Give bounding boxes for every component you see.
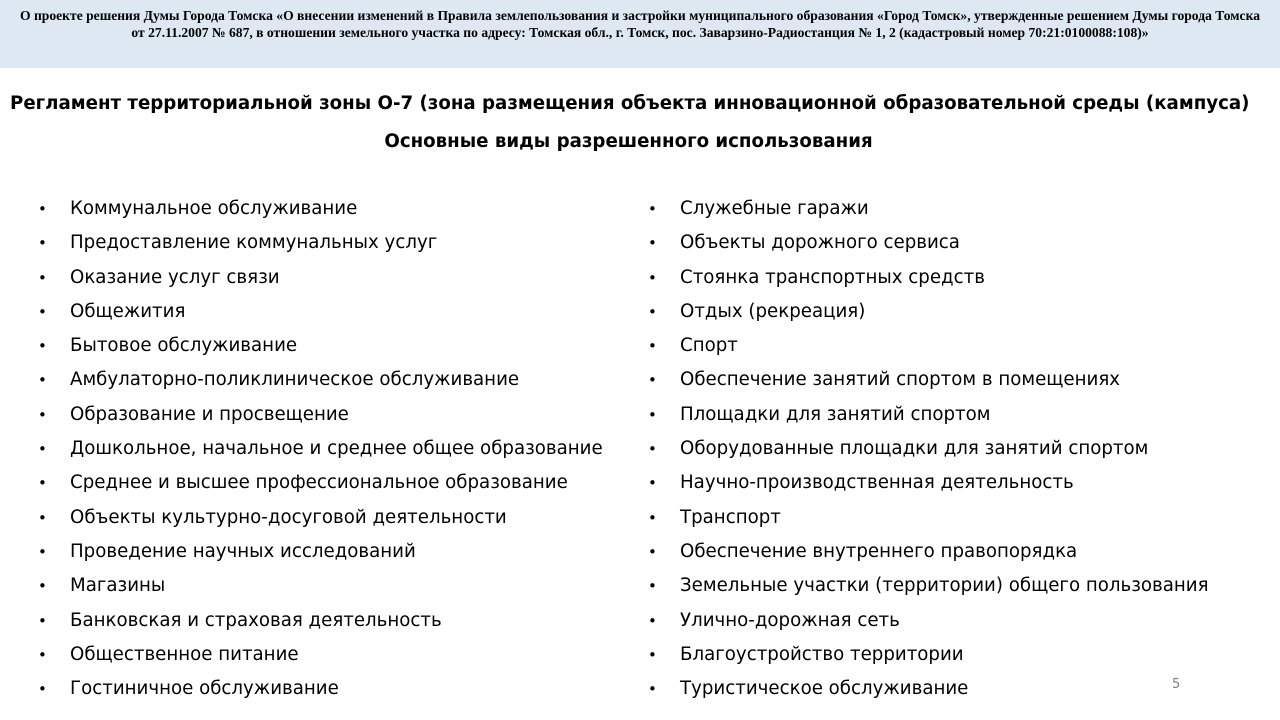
list-item-label: Банковская и страховая деятельность xyxy=(70,609,442,631)
header-text: О проекте решения Думы Города Томска «О внесении изменений в Правила землепользования и застройки муниципального образования «Город Томск», утвержденные решением Думы города Томска от 27.11.2007 № 687, в отношении земельного участка по адресу: Томская обл., г. Томск, пос. Заварзино-Радиостанция № 1, 2 (кадастровый номер 70:21:0100088:108)» xyxy=(19,8,1260,40)
bullet-icon: • xyxy=(648,200,657,218)
bullet-icon: • xyxy=(648,371,657,390)
list-item xyxy=(646,261,1266,295)
zone-title: Регламент территориальной зоны О-7 (зона размещения объекта инновационной образовательной среды (кампуса) xyxy=(10,93,1250,114)
list-item-label: Предоставление коммунальных услуг xyxy=(70,232,438,254)
bullet-icon: • xyxy=(38,234,47,253)
bullet-icon: • xyxy=(648,474,657,493)
bullet-icon: • xyxy=(648,234,657,253)
bullet-icon: • xyxy=(38,337,47,356)
list-item xyxy=(646,535,1266,569)
list-item xyxy=(36,604,646,638)
bullet-icon: • xyxy=(38,474,47,493)
list-item xyxy=(646,329,1266,363)
bullet-icon: • xyxy=(648,337,657,356)
list-item xyxy=(36,192,646,226)
section-title: Основные виды разрешенного использования xyxy=(384,131,873,152)
list-item xyxy=(646,398,1266,432)
list-item xyxy=(36,432,646,466)
right-usage-list xyxy=(646,192,1266,706)
bullet-icon: • xyxy=(38,405,47,424)
list-item xyxy=(36,535,646,569)
list-item-label: Амбулаторно-поликлиническое обслуживание xyxy=(70,369,520,391)
list-item-label: Объекты культурно-досуговой деятельности xyxy=(70,506,507,528)
bullet-icon: • xyxy=(38,371,47,390)
list-item-label: Площадки для занятий спортом xyxy=(680,403,991,425)
bullet-icon: • xyxy=(38,440,47,459)
list-item-label: Обеспечение внутреннего правопорядка xyxy=(680,540,1078,562)
list-item-label: Среднее и высшее профессиональное образование xyxy=(70,472,568,494)
list-item xyxy=(36,226,646,260)
list-item xyxy=(36,672,646,706)
list-item-label: Служебные гаражи xyxy=(680,198,869,219)
list-item xyxy=(646,226,1266,260)
left-usage-list xyxy=(36,192,646,706)
list-item-label: Образование и просвещение xyxy=(70,403,349,425)
document-header xyxy=(0,0,1280,68)
bullet-icon: • xyxy=(648,405,657,424)
bullet-icon: • xyxy=(648,302,657,321)
bullet-icon: • xyxy=(38,645,47,664)
list-item-label: Оказание услуг связи xyxy=(70,266,280,288)
list-item xyxy=(646,432,1266,466)
bullet-icon: • xyxy=(38,577,47,596)
bullet-icon: • xyxy=(648,268,657,287)
list-item-label: Объекты дорожного сервиса xyxy=(680,232,960,254)
list-item-label: Отдых (рекреация) xyxy=(680,300,866,322)
list-item-label: Земельные участки (территории) общего пользования xyxy=(680,575,1209,597)
list-item xyxy=(36,363,646,397)
list-item xyxy=(646,466,1266,500)
bullet-icon: • xyxy=(648,680,657,699)
list-item xyxy=(646,295,1266,329)
bullet-icon: • xyxy=(38,680,47,699)
list-item-label: Магазины xyxy=(70,575,166,597)
list-item xyxy=(646,363,1266,397)
bullet-icon: • xyxy=(648,611,657,630)
list-item-label: Проведение научных исследований xyxy=(70,540,416,562)
list-item xyxy=(36,638,646,672)
bullet-icon: • xyxy=(648,542,657,561)
list-item-label: Обеспечение занятий спортом в помещениях xyxy=(680,369,1121,391)
list-item-label: Транспорт xyxy=(680,506,781,528)
list-item-label: Благоустройство территории xyxy=(680,643,964,665)
list-item xyxy=(36,466,646,500)
bullet-icon: • xyxy=(38,200,47,218)
bullet-icon: • xyxy=(648,508,657,527)
bullet-icon: • xyxy=(648,440,657,459)
bullet-icon: • xyxy=(38,302,47,321)
list-item-label: Оборудованные площадки для занятий спортом xyxy=(680,438,1149,460)
list-item-label: Улично-дорожная сеть xyxy=(680,609,900,631)
list-item-label: Гостиничное обслуживание xyxy=(70,678,339,700)
bullet-icon: • xyxy=(648,577,657,596)
list-item xyxy=(646,501,1266,535)
list-item-label: Коммунальное обслуживание xyxy=(70,198,358,219)
list-item xyxy=(646,604,1266,638)
list-item-label: Научно-производственная деятельность xyxy=(680,472,1074,494)
page-number: 5 xyxy=(1172,677,1181,692)
bullet-icon: • xyxy=(38,542,47,561)
list-item-label: Стоянка транспортных средств xyxy=(680,266,985,288)
list-item xyxy=(646,638,1266,672)
list-item-label: Дошкольное, начальное и среднее общее образование xyxy=(70,438,603,460)
list-item xyxy=(36,295,646,329)
list-item xyxy=(36,569,646,603)
list-item-label: Общественное питание xyxy=(70,643,299,665)
list-item-label: Туристическое обслуживание xyxy=(680,678,969,700)
list-item xyxy=(36,261,646,295)
list-item xyxy=(36,398,646,432)
list-item xyxy=(646,569,1266,603)
list-item-label: Бытовое обслуживание xyxy=(70,335,298,357)
list-item-label: Общежития xyxy=(70,300,186,322)
list-item xyxy=(36,329,646,363)
bullet-icon: • xyxy=(38,508,47,527)
bullet-icon: • xyxy=(38,611,47,630)
list-item-label: Спорт xyxy=(680,335,738,357)
list-item xyxy=(36,501,646,535)
list-item xyxy=(646,192,1266,226)
bullet-icon: • xyxy=(38,268,47,287)
bullet-icon: • xyxy=(648,645,657,664)
